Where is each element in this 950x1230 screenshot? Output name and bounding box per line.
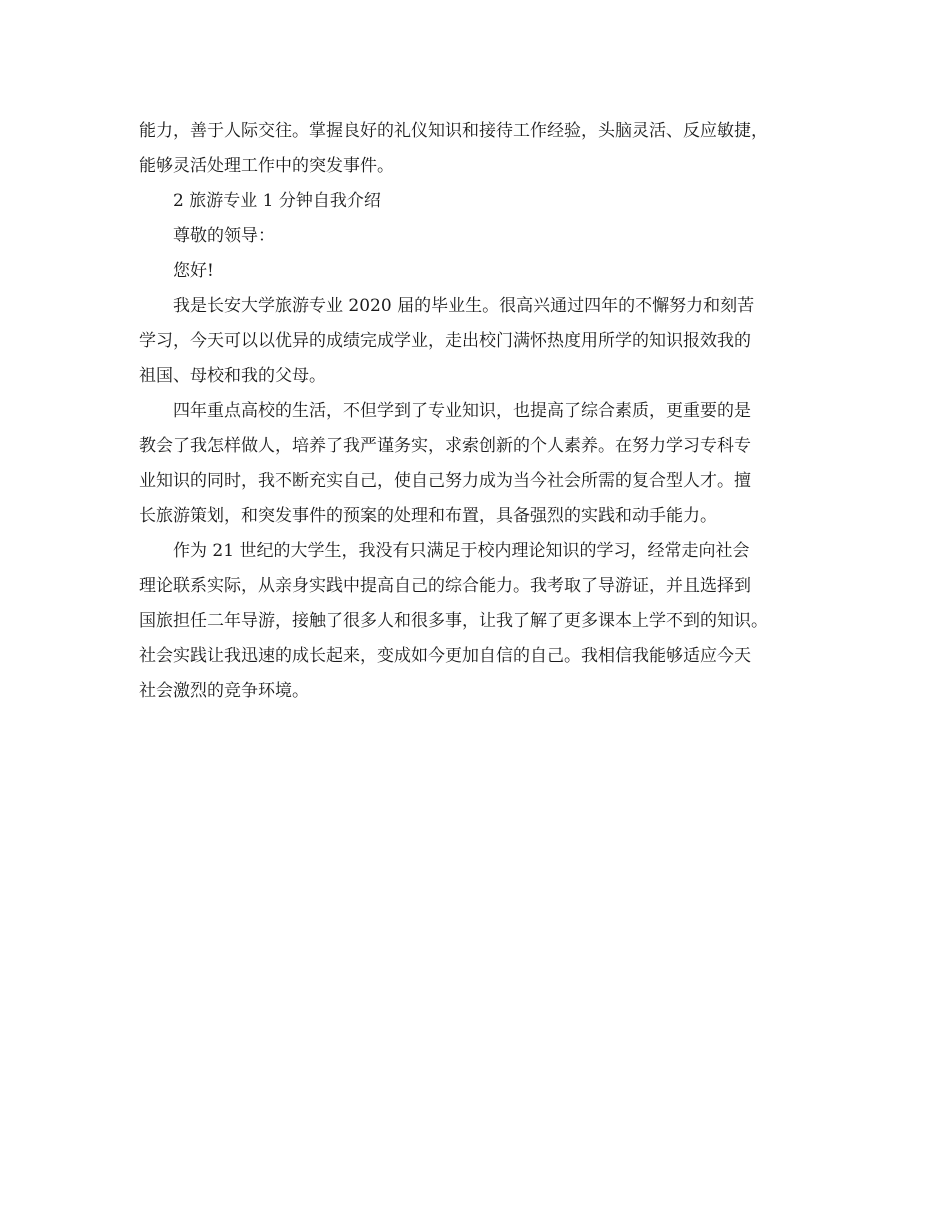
- text-line: 作为 21 世纪的大学生，我没有只满足于校内理论知识的学习，经常走向社会: [173, 541, 750, 561]
- salutation: [139, 219, 829, 254]
- text-line: 2 旅游专业 1 分钟自我介绍: [173, 191, 381, 211]
- text-line: 四年重点高校的生活，不但学到了专业知识，也提高了综合素质，更重要的是: [173, 401, 751, 421]
- text-line: 社会激烈的竞争环境。: [139, 681, 309, 701]
- text-line: 教会了我怎样做人，培养了我严谨务实，求索创新的个人素养。在努力学习专科专: [139, 436, 751, 456]
- text-line: 业知识的同时，我不断充实自己，使自己努力成为当今社会所需的复合型人才。擅: [139, 471, 751, 491]
- greeting: [139, 254, 829, 289]
- text-line: 社会实践让我迅速的成长起来，变成如今更加自信的自己。我相信我能够适应今天: [139, 646, 751, 666]
- text-line: 您好!: [173, 261, 214, 281]
- text-line: 尊敬的领导：: [173, 226, 275, 246]
- document-body: [139, 114, 829, 709]
- paragraph-continuation: [139, 114, 829, 184]
- section-heading: [139, 184, 829, 219]
- text-line: 国旅担任二年导游，接触了很多人和很多事，让我了解了更多课本上学不到的知识。: [139, 611, 768, 631]
- text-line: 能力，善于人际交往。掌握良好的礼仪知识和接待工作经验，头脑灵活、反应敏捷，: [139, 121, 768, 141]
- text-line: 祖国、母校和我的父母。: [139, 366, 326, 386]
- paragraph-university-life: [139, 394, 829, 534]
- text-line: 能够灵活处理工作中的突发事件。: [139, 156, 394, 176]
- paragraph-intro: [139, 289, 829, 394]
- text-line: 理论联系实际，从亲身实践中提高自己的综合能力。我考取了导游证，并且选择到: [139, 576, 751, 596]
- text-line: 长旅游策划，和突发事件的预案的处理和布置，具备强烈的实践和动手能力。: [139, 506, 717, 526]
- text-line: 我是长安大学旅游专业 2020 届的毕业生。很高兴通过四年的不懈努力和刻苦: [173, 296, 755, 316]
- paragraph-practice: [139, 534, 829, 709]
- text-line: 学习，今天可以以优异的成绩完成学业，走出校门满怀热度用所学的知识报效我的: [139, 331, 751, 351]
